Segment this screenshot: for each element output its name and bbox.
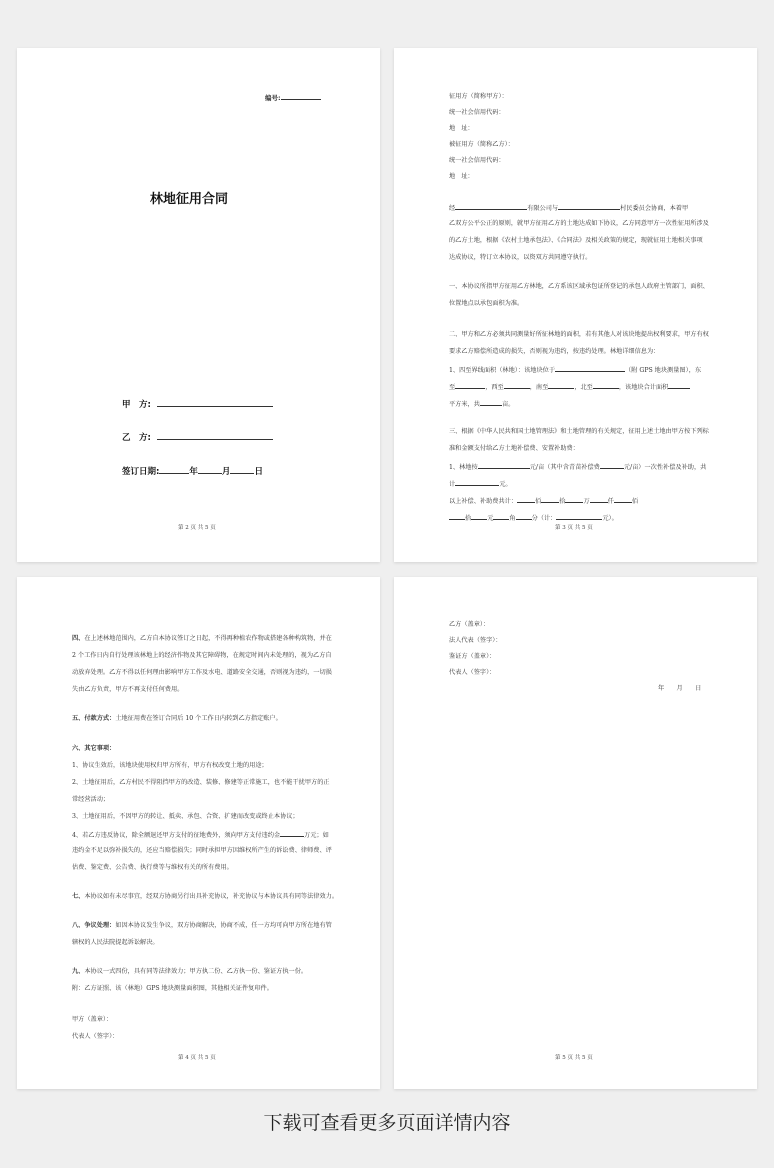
contract-number-blank <box>281 93 321 100</box>
party-a-label: 甲 方: <box>122 400 151 410</box>
signature-line: 代表人（签字）： <box>72 1033 119 1040</box>
section-6-line: 2、土地征用后，乙方村民不得阻挡甲方的改造、装修、修建等正常施工，也不能干扰甲方的正 <box>72 779 330 786</box>
party-b-blank <box>157 439 273 440</box>
page-number: 第 2 页 共 5 页 <box>178 525 216 531</box>
section-7-line: 七、本协议如有未尽事宜，经双方协商另行出具补充协议，补充协议与本协议具有同等法律效力。 <box>72 893 339 900</box>
page-3 <box>394 48 757 562</box>
day-label: 日 <box>254 467 263 477</box>
signature-date: 年 月 日 <box>658 685 702 692</box>
party-info-line: 征用方（简称甲方）： <box>449 93 508 100</box>
section-6-line: 常经营活动； <box>72 796 110 803</box>
section-4-line: 四、在上述林地范围内，乙方自本协议签订之日起，不得再种植农作物或搭建各种构筑物，并在 <box>72 635 332 642</box>
section-2-line: 要求乙方赔偿所造成的损失，否则视为违约，按违约处理。林地详细信息为： <box>449 348 660 355</box>
party-info-line: 统一社会信用代码： <box>449 157 505 164</box>
contract-number-label: 编号: <box>265 94 281 102</box>
party-info-line: 地 址： <box>449 173 474 180</box>
party-a-field <box>122 398 273 410</box>
section-9-line: 附：乙方证照、该（林地）GPS 地块测量面积图，其他相关证件复印件。 <box>72 985 273 992</box>
section-1-line: 一、本协议所指甲方征用乙方林地，乙方系该区域承包证所登记的承包人政府主管部门，面积、 <box>449 283 709 290</box>
section-6-line: 违约金不足以弥补损失的，还应当赔偿损失；同时承担甲方因维权所产生的诉讼费、律师费、评 <box>72 847 332 854</box>
section-3-line: 拾 元 角 分（计： 元）。 <box>449 513 618 522</box>
section-4-line: 失由乙方负责，甲方不再支付任何费用。 <box>72 686 184 693</box>
section-2-line: 至 ，西至 ，南至 ，北至 ，该地块合计面积 <box>449 382 690 391</box>
contract-number <box>265 93 321 103</box>
page-number: 第 4 页 共 5 页 <box>178 1055 216 1061</box>
preamble-line: 乙双方公平公正的原则，就甲方征用乙方的土地达成如下协议，乙方同意甲方一次性征用所涉及 <box>449 220 709 227</box>
page-5 <box>394 577 757 1089</box>
download-more-text[interactable]: 下载可查看更多页面详情内容 <box>263 1112 511 1134</box>
preamble-line: 的乙方土地，根据《农村土地承包法》、《合同法》及相关政策的规定，现就征用土地相关事项 <box>449 237 703 244</box>
section-3-line: 准和金额支付给乙方土地补偿费、安置补助费： <box>449 445 579 452</box>
section-6-line: 1、协议生效后，该地块使用权归甲方所有，甲方有权改变土地的用途； <box>72 762 268 769</box>
section-8-line: 八、争议处理：如因本协议发生争议，双方协商解决，协商不成，任一方均可向甲方所在地有管 <box>72 922 332 929</box>
party-info-line: 地 址： <box>449 125 474 132</box>
signature-line: 鉴证方（盖章）： <box>449 653 496 660</box>
signature-line: 甲方（盖章）： <box>72 1016 113 1023</box>
signature-line: 代表人（签字）： <box>449 669 496 676</box>
sign-date-label: 签订日期: <box>122 467 160 477</box>
signature-line: 乙方（盖章）： <box>449 621 490 628</box>
section-6-title: 六、其它事项： <box>72 745 116 752</box>
section-4-line: 2 个工作日内自行处理该林地上的经济作物及其它障碍物，在规定时间内未处理的，视为乙方自 <box>72 652 332 659</box>
section-6-line: 3、土地征用后，不因甲方的转让、抵卖、承包、合资、扩建而改变或终止本协议； <box>72 813 299 820</box>
preamble-line: 经 有限公司与 村民委员会协商，本着甲 <box>449 205 689 212</box>
party-info-line: 统一社会信用代码： <box>449 109 505 116</box>
page-number: 第 5 页 共 5 页 <box>555 1055 593 1061</box>
section-2-line: 1、四至界线面积（林地）：该地块位于 （附 GPS 地块测量图），东 <box>449 367 702 374</box>
section-3-line: 计 元。 <box>449 481 512 488</box>
preamble-line: 达成协议，特订立本协议，以资双方共同遵守执行。 <box>449 254 592 261</box>
party-info-line: 被征用方（简称乙方）： <box>449 141 514 148</box>
party-b-label: 乙 方: <box>122 433 151 443</box>
section-6-line: 估费、鉴定费、公告费、执行费等与维权有关的所有费用。 <box>72 864 233 871</box>
section-2-line: 二、甲方和乙方必须共同测量好所征林地的面积，若有其他人对该块地提出权利要求，甲方有权 <box>449 331 709 338</box>
sign-date-field <box>122 465 263 477</box>
page-number: 第 3 页 共 5 页 <box>555 525 593 531</box>
section-3-line: 以上补偿、补助费共计： 佰 拾 万 仟 佰 <box>449 498 638 505</box>
section-5-line: 五、付款方式：土地征用费在签订合同后 10 个工作日内转到乙方指定账户。 <box>72 715 282 722</box>
month-label: 月 <box>221 467 231 477</box>
section-2-line: 平方米，共 亩。 <box>449 401 515 408</box>
section-6-line: 4、若乙方违反协议，除全额退还甲方支付的征地费外，须向甲方支付违约金 万元；如 <box>72 832 329 839</box>
section-1-line: 位置地点以承包面积为准。 <box>449 300 524 307</box>
section-3-line: 三、根据《中华人民共和国土地管理法》和土地管理的有关规定，征用上述土地由甲方按下列标 <box>449 428 709 435</box>
section-8-line: 辖权的人民法院提起诉讼解决。 <box>72 939 159 946</box>
year-label: 年 <box>189 467 198 477</box>
party-a-blank <box>157 406 273 407</box>
signature-line: 法人代表（签字）： <box>449 637 502 644</box>
page-title: 林地征用合同 <box>150 192 229 207</box>
party-b-field <box>122 431 273 443</box>
section-9-line: 九、本协议一式四份，具有同等法律效力；甲方执二份、乙方执一份、鉴证方执一份。 <box>72 968 308 975</box>
page-4 <box>17 577 380 1089</box>
section-3-line: 1、林地按 元/亩（其中含青苗补偿费 元/亩）一次性补偿及补助，共 <box>449 464 707 471</box>
section-4-line: 动放弃处理。乙方不得以任何理由影响甲方工作及水电、道路安全交通，否则视为违约，一切损 <box>72 669 332 676</box>
page-2 <box>17 48 380 562</box>
